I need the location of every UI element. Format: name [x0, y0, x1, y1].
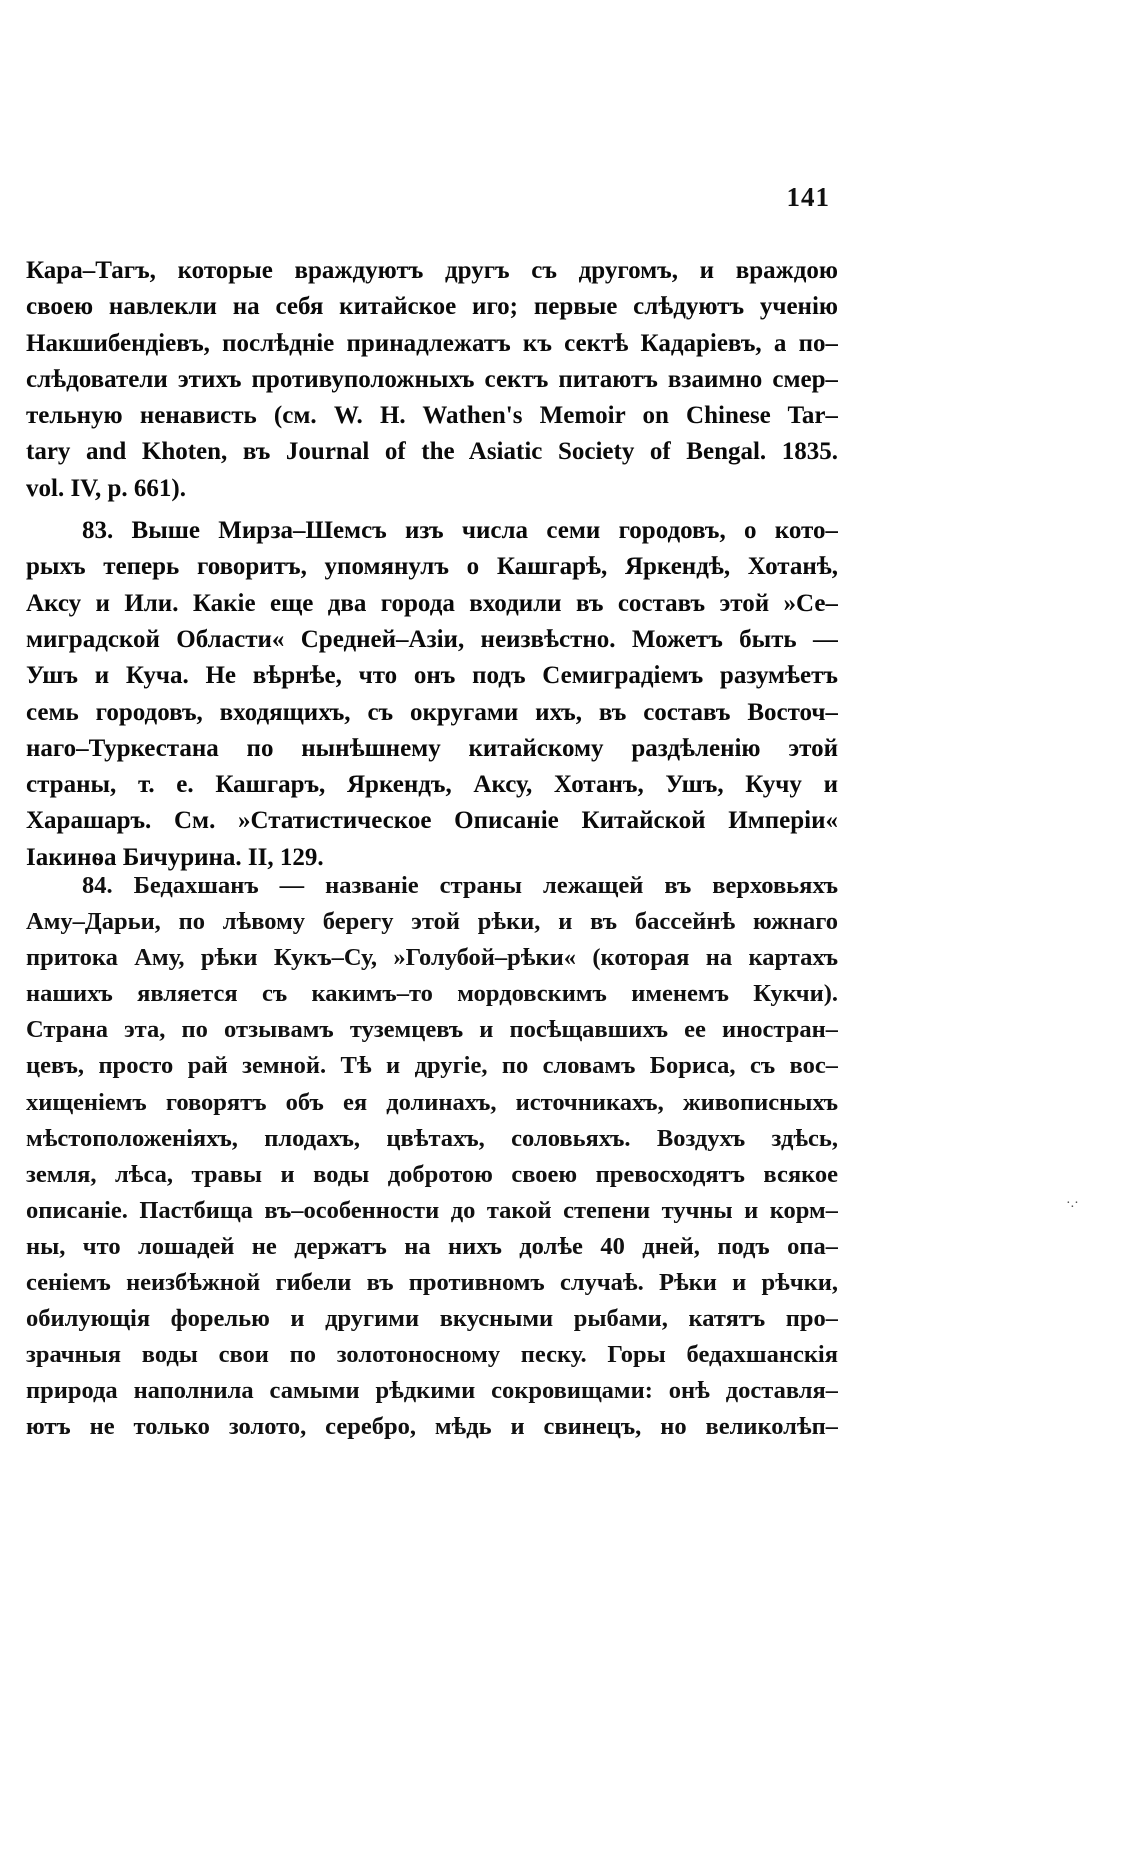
text-line: сеніемъ неизбѣжной гибели въ противномъ случаѣ. Рѣки и рѣчки, [26, 1269, 838, 1297]
text-line: обилующія форелью и другими вкусными рыбами, катятъ про– [26, 1305, 838, 1333]
text-line: Харашаръ. См. »Статистическое Описаніе Китайской Имперіи« [26, 807, 838, 835]
note-84-block [26, 868, 838, 1446]
text-line: ны, что лошадей не держатъ на нихъ долѣе 40 дней, подъ опа– [26, 1232, 838, 1260]
text-line: мѣстоположеніяхъ, плодахъ, цвѣтахъ, соловьяхъ. Воздухъ здѣсь, [26, 1124, 838, 1152]
text-line: Ушъ и Куча. Не вѣрнѣе, что онъ подъ Семиградіемъ разумѣетъ [26, 662, 838, 690]
text-line: миградской Области« Средней–Азіи, неизвѣстно. Можетъ быть — [26, 625, 838, 653]
text-line: наго–Туркестана по нынѣшнему китайскому раздѣленію этой [26, 734, 838, 762]
text-line: vol. IV, p. 661). [26, 474, 186, 502]
text-line: Іакинѳа Бичурина. II, 129. [26, 843, 324, 871]
text-line: ютъ не только золото, серебро, мѣдь и свинецъ, но великолѣп– [26, 1413, 838, 1441]
note-84-first-line: 84. Бедахшанъ — названіе страны лежащей въ верховьяхъ [82, 872, 838, 899]
text-line: страны, т. е. Кашгаръ, Яркендъ, Аксу, Хотанъ, Ушъ, Кучу и [26, 771, 838, 799]
text-line: Накшибендіевъ, послѣдніе принадлежатъ къ сектѣ Кадаріевъ, а по– [26, 329, 838, 357]
text-line: тельную ненависть (см. W. H. Wathen's Memoir on Chinese Tar– [26, 402, 838, 430]
text-line: слѣдователи этихъ противуположныхъ сектъ питаютъ взаимно смер– [26, 365, 838, 393]
note-continued-block [26, 253, 838, 876]
text-line: своею навлекли на себя китайское иго; первые слѣдуютъ ученію [26, 293, 838, 321]
text-line: цевъ, просто рай земной. Тѣ и другіе, по словамъ Бориса, съ вос– [26, 1052, 838, 1080]
text-line: нашихъ является съ какимъ–то мордовскимъ именемъ Кукчи). [26, 980, 838, 1008]
text-line: Аксу и Или. Какіе еще два города входили въ составъ этой »Се– [26, 589, 838, 617]
page-number: 141 [786, 182, 830, 212]
text-line: природа наполнила самыми рѣдкими сокровищами: онѣ доставля– [26, 1377, 838, 1405]
text-line: притока Аму, рѣки Кукъ–Су, »Голубой–рѣки« (которая на картахъ [26, 944, 838, 972]
text-line: Аму–Дарьи, по лѣвому берегу этой рѣки, и въ бассейнѣ южнаго [26, 908, 838, 936]
text-line: описаніе. Пастбища въ–особенности до такой степени тучны и корм– [26, 1196, 838, 1224]
text-line: Страна эта, по отзывамъ туземцевъ и посѣщавшихъ ее иностран– [26, 1016, 838, 1044]
text-line: земля, лѣса, травы и воды добротою своею превосходятъ всякое [26, 1160, 838, 1188]
text-line: рыхъ теперь говоритъ, упомянулъ о Кашгарѣ, Яркендѣ, Хотанѣ, [26, 553, 838, 581]
text-line: хищеніемъ говорятъ объ ея долинахъ, источникахъ, живописныхъ [26, 1088, 838, 1116]
text-line: семь городовъ, входящихъ, съ округами ихъ, въ составъ Восточ– [26, 698, 838, 726]
text-line: зрачныя воды свои по золотоносному песку. Горы бедахшанскія [26, 1341, 838, 1369]
text-line: tary and Khoten, въ Journal of the Asiatic Society of Bengal. 1835. [26, 438, 838, 466]
note-83-first-line: 83. Выше Мирза–Шемсъ изъ числа семи городовъ, о кото– [82, 517, 838, 545]
scan-speck: ·.· [1066, 1196, 1079, 1211]
text-line: Кара–Тагъ, которые враждуютъ другъ съ другомъ, и враждою [26, 257, 838, 284]
